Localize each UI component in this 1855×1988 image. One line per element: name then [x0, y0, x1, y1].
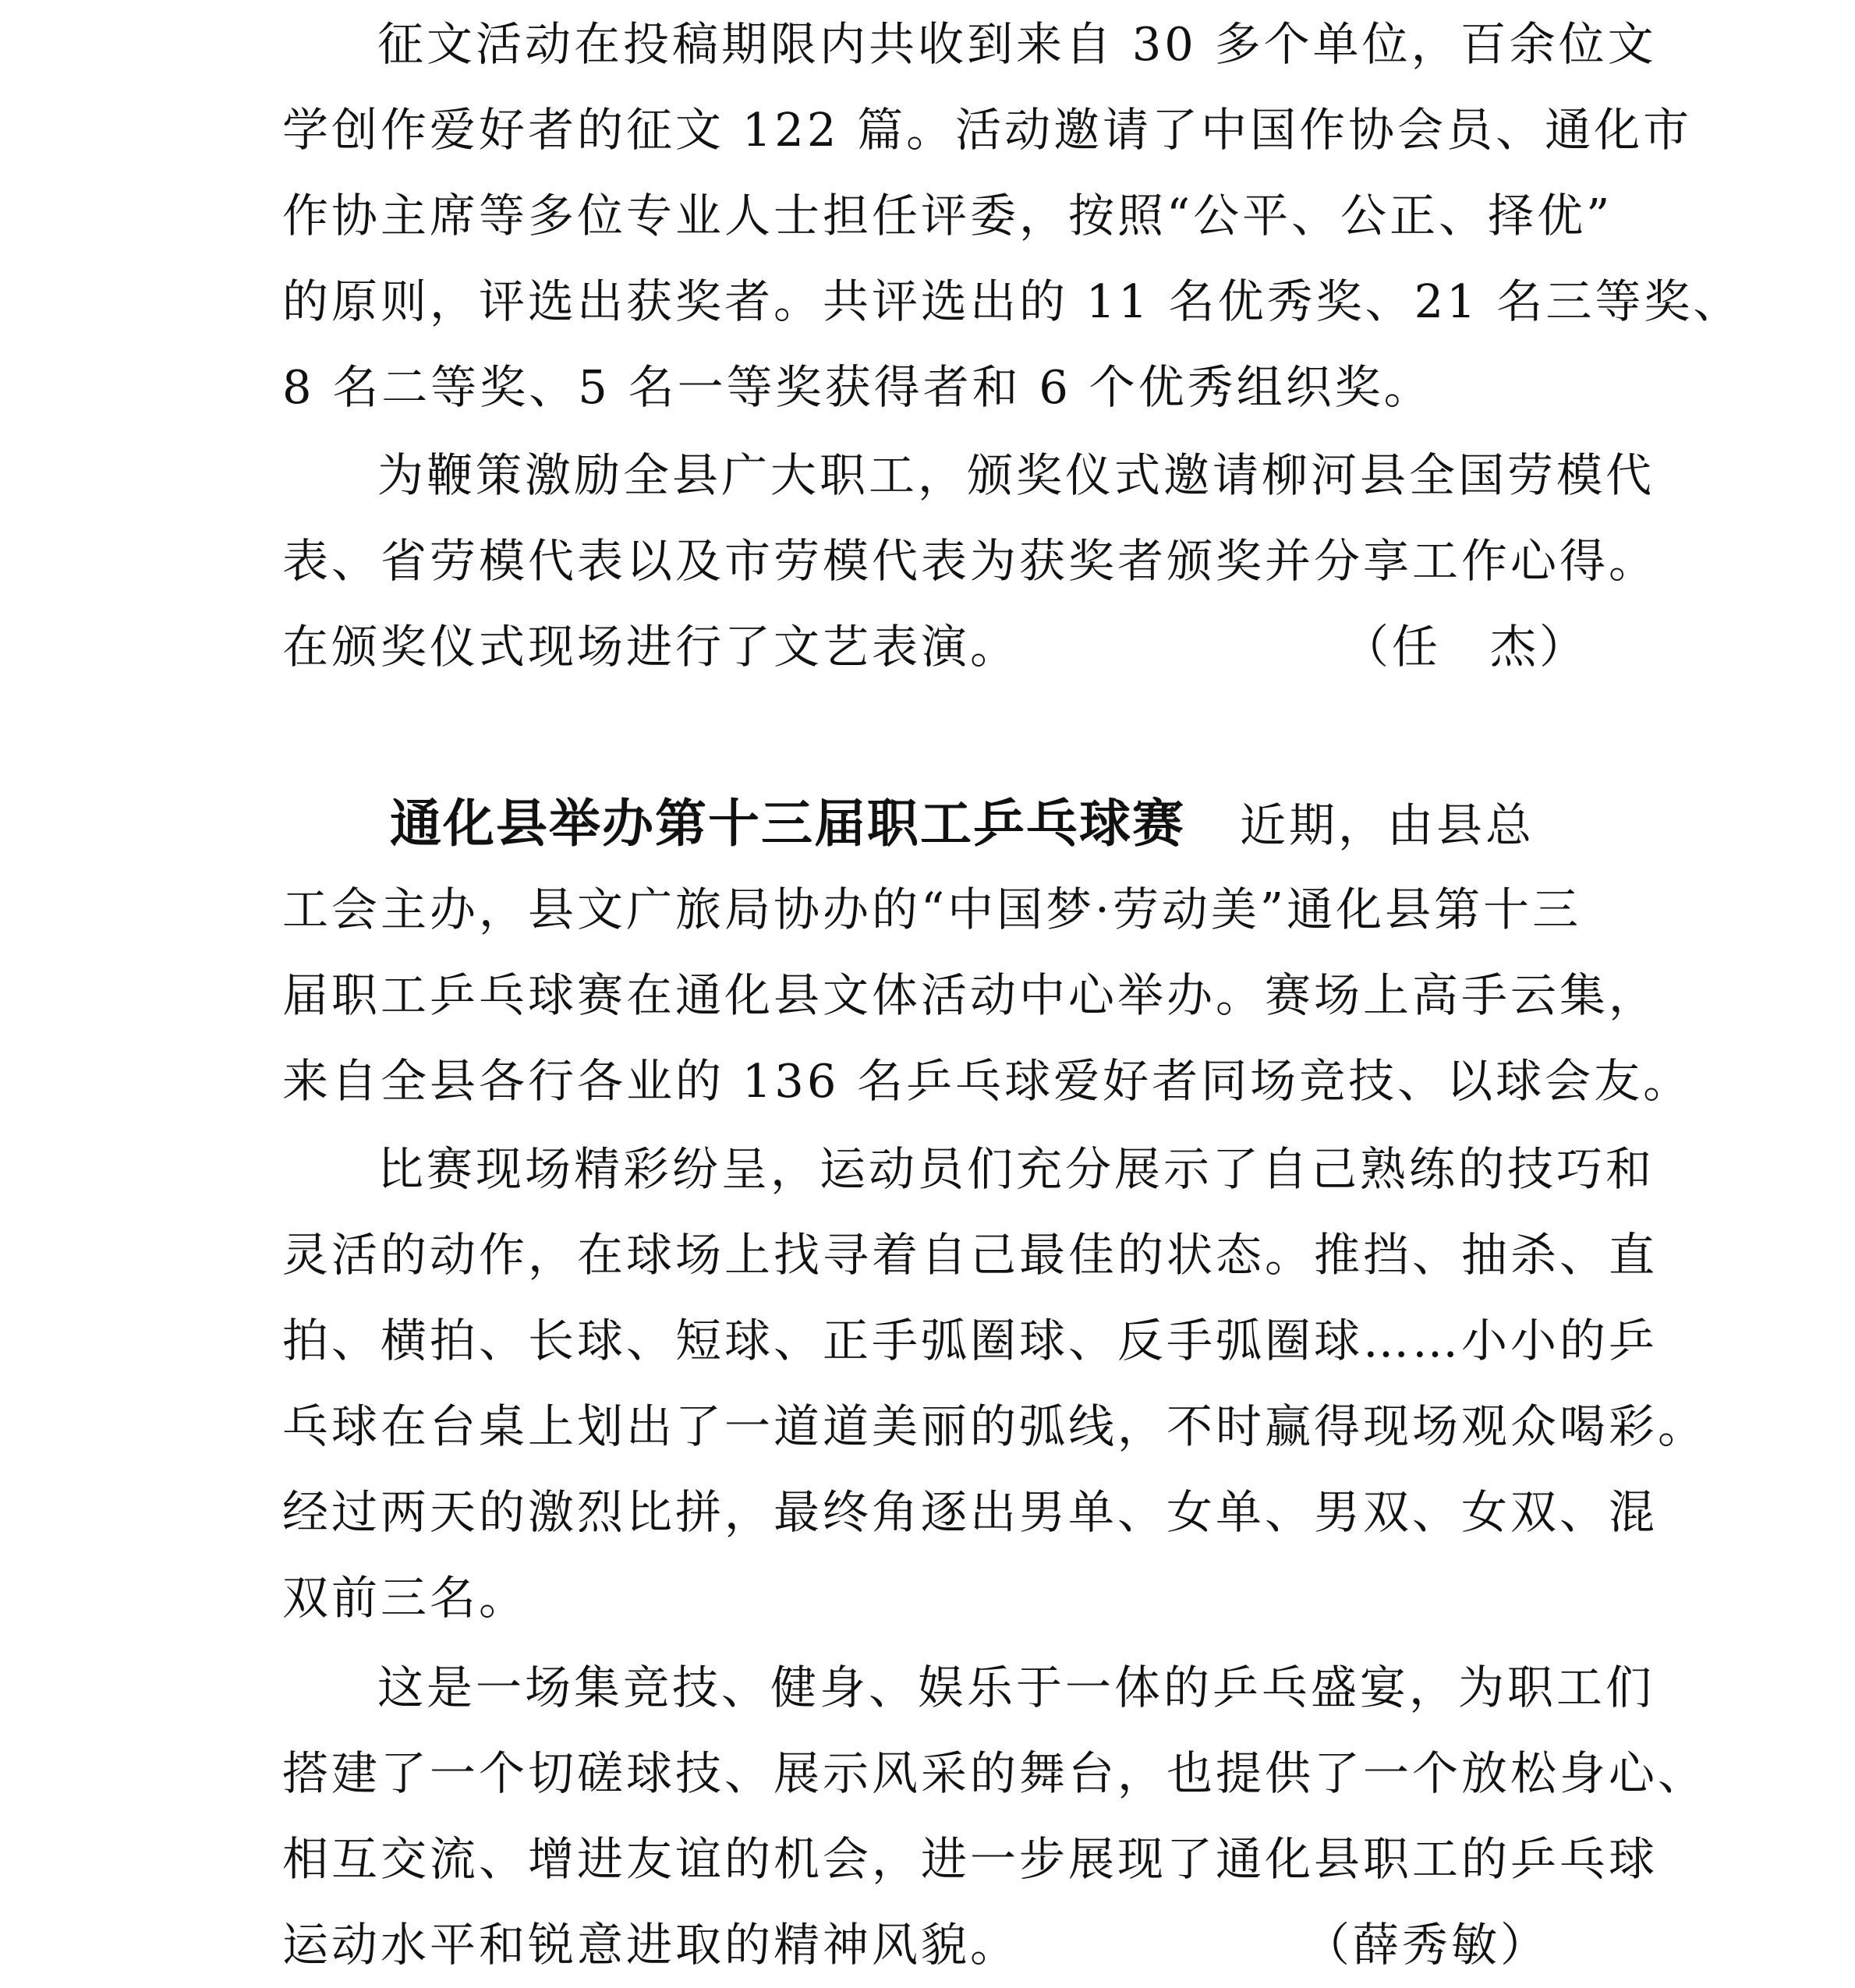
text-line: 的原则，评选出获奖者。共评选出的 11 名优秀奖、21 名三等奖、 — [282, 274, 1743, 328]
article2-lead-line — [282, 781, 1577, 867]
article2-paragraph-1 — [282, 867, 1693, 1124]
article2-paragraph-2 — [282, 1127, 1708, 1641]
text-line: 表、省劳模代表以及市劳模代表为获奖者颁奖并分享工作心得。 — [282, 534, 1659, 588]
text-line: 来自全县各行各业的 136 名乒乓球爱好者同场竞技、以球会友。 — [282, 1054, 1693, 1108]
text-line: 届职工乒乓球赛在通化县文体活动中心举办。赛场上高手云集， — [282, 968, 1659, 1022]
text-line: 学创作爱好者的征文 122 篇。活动邀请了中国作协会员、通化市 — [282, 103, 1693, 157]
text-line: 相互交流、增进友谊的机会，进一步展现了通化县职工的乒乓球 — [282, 1832, 1659, 1886]
lead-text: 近期，由县总 — [1240, 798, 1535, 852]
text-line: 灵活的动作，在球场上找寻着自己最佳的状态。推挡、抽杀、直 — [282, 1228, 1659, 1282]
article2-byline: （薛秀敏） — [1304, 1918, 1550, 1972]
text-line: 作协主席等多位专业人士担任评委，按照“公平、公正、择优” — [282, 189, 1613, 242]
article1-byline: （任 杰） — [1343, 620, 1589, 674]
article1-paragraph-1 — [282, 2, 1743, 430]
text-line: 征文活动在投稿期限内共收到来自 30 多个单位，百余位文 — [377, 17, 1657, 71]
text-line: 这是一场集竞技、健身、娱乐于一体的乒乓盛宴，为职工们 — [377, 1661, 1655, 1714]
text-line: 经过两天的激烈比拼，最终角逐出男单、女单、男双、女双、混 — [282, 1485, 1659, 1539]
text-line: 比赛现场精彩纷呈，运动员们充分展示了自己熟练的技巧和 — [377, 1142, 1655, 1196]
text-line: 8 名二等奖、5 名一等奖获得者和 6 个优秀组织奖。 — [282, 360, 1433, 414]
text-line: 搭建了一个切磋球技、展示风采的舞台，也提供了一个放松身心、 — [282, 1746, 1708, 1800]
text-line: 乓球在台桌上划出了一道道美丽的弧线，不时赢得现场观众喝彩。 — [282, 1399, 1708, 1453]
article-headline: 通化县举办第十三届职工乒乓球赛 — [390, 794, 1185, 854]
text-line: 在颁奖仪式现场进行了文艺表演。 — [282, 620, 1020, 674]
text-line: 运动水平和锐意进取的精神风貌。 — [282, 1918, 1020, 1972]
text-line: 工会主办，县文广旅局协办的“中国梦·劳动美”通化县第十三 — [282, 883, 1582, 936]
text-line: 为鞭策激励全县广大职工，颁奖仪式邀请柳河县全国劳模代 — [377, 448, 1655, 502]
text-line: 拍、横拍、长球、短球、正手弧圈球、反手弧圈球……小小的乒 — [282, 1314, 1659, 1367]
headline-line — [282, 781, 1577, 867]
text-line: 双前三名。 — [282, 1571, 529, 1625]
